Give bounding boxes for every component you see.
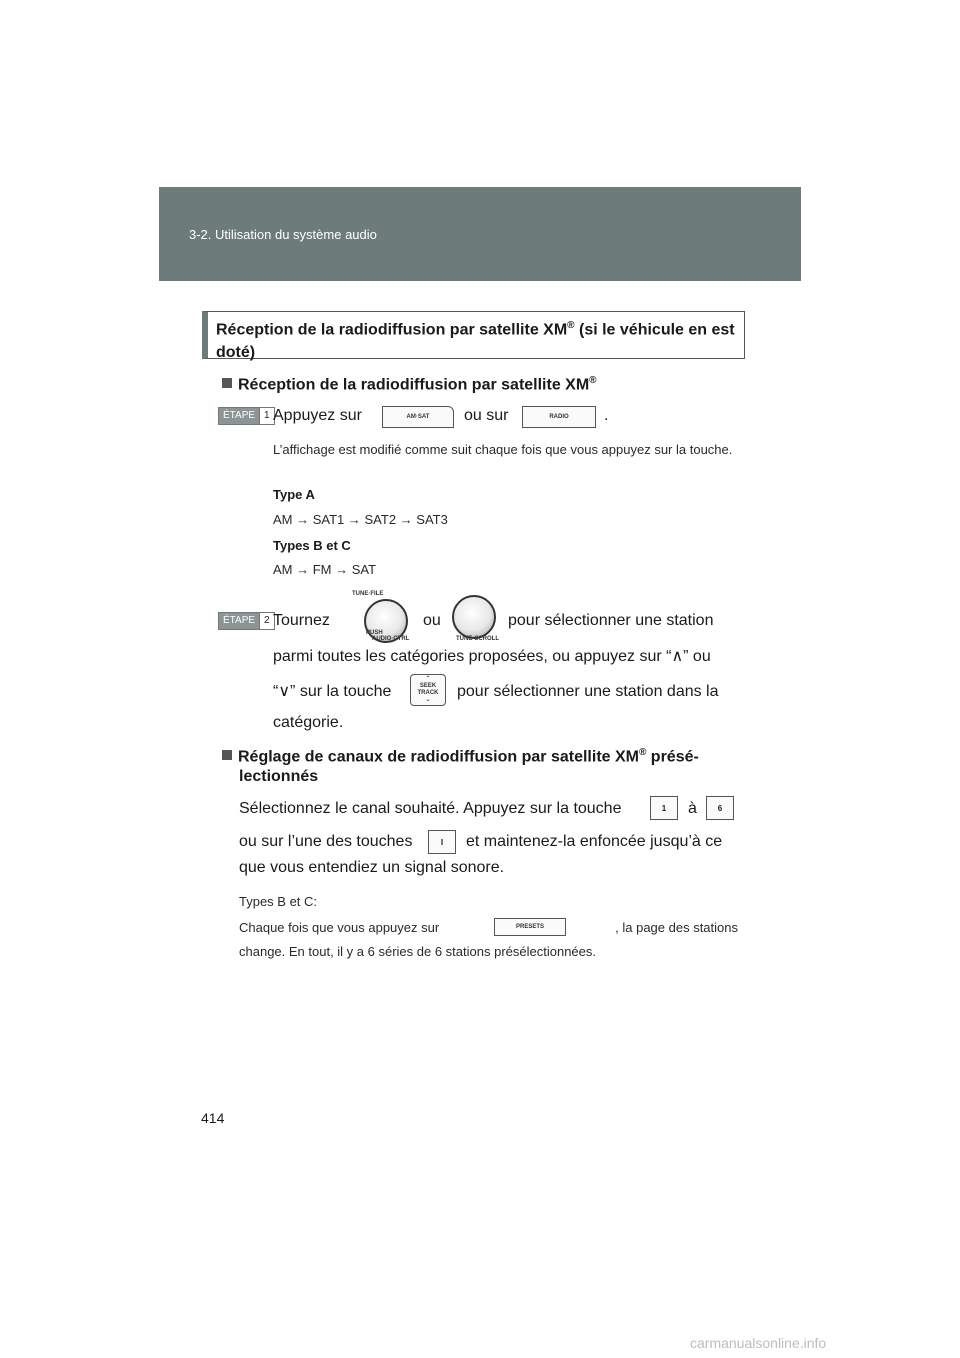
step2-line3b: pour sélectionner une station dans la bbox=[457, 683, 719, 700]
preset-bar-button-image: I bbox=[428, 830, 456, 854]
step1-note: L’affichage est modifié comme suit chaque fois que vous appuyez sur la touche. bbox=[273, 442, 733, 457]
knob1-bottom-label: AUDIO·CTRL bbox=[372, 636, 410, 642]
step1-period: . bbox=[604, 407, 609, 424]
preset-types-bc: Types B et C: bbox=[239, 894, 318, 909]
section-title-box bbox=[202, 311, 745, 362]
preset-line2a: ou sur l’une des touches bbox=[239, 833, 413, 850]
am-sat-button-image: AM·SAT bbox=[382, 406, 454, 428]
knob1-top-label: TUNE·FILE bbox=[352, 591, 384, 597]
knob2-bottom-label: TUNE·SCROLL bbox=[456, 636, 499, 642]
step2-line3a: “∨” sur la touche bbox=[273, 683, 392, 700]
chevron-up-icon: ⌃ bbox=[425, 676, 431, 682]
section-title: Réception de la radiodiffusion par satellite XM® (si le véhicule en est doté) bbox=[216, 320, 735, 362]
chevron-down-icon: ⌄ bbox=[425, 697, 431, 703]
tune-scroll-knob-icon bbox=[452, 595, 496, 639]
step1-appuyez: Appuyez sur bbox=[273, 407, 362, 424]
step2-ou: ou bbox=[423, 612, 441, 629]
step2-line2: parmi toutes les catégories proposées, ou appuyez sur “∧” ou bbox=[273, 648, 711, 665]
step2-tournez: Tournez bbox=[273, 612, 330, 629]
knob1-push-label: PUSH bbox=[366, 630, 383, 636]
preset-note-b: , la page des stations bbox=[615, 920, 738, 935]
preset-line1a: Sélectionnez le canal souhaité. Appuyez sur la touche bbox=[239, 800, 622, 817]
step2-badge: ÉTAPE 2 bbox=[218, 612, 275, 630]
preset-1-button-image: 1 bbox=[650, 796, 678, 820]
step2-line4: catégorie. bbox=[273, 714, 344, 731]
subheading-presets: Réglage de canaux de radiodiffusion par satellite XM® présé- bbox=[222, 741, 738, 769]
subheading-reception: Réception de la radiodiffusion par satellite XM® bbox=[222, 369, 597, 397]
seek-track-button-image: ⌃ SEEK TRACK ⌄ bbox=[410, 674, 446, 706]
breadcrumb: 3-2. Utilisation du système audio bbox=[189, 227, 377, 242]
square-bullet-icon bbox=[222, 750, 232, 760]
step1-ou-sur: ou sur bbox=[464, 407, 509, 424]
type-bc-sequence: AM → FM → SAT bbox=[273, 562, 377, 577]
step1-badge: ÉTAPE 1 bbox=[218, 407, 275, 425]
preset-note-c: change. En tout, il y a 6 séries de 6 stations présélectionnées. bbox=[239, 944, 596, 959]
header-band bbox=[159, 187, 801, 281]
step2-after-knobs: pour sélectionner une station bbox=[508, 612, 714, 629]
page-number: 414 bbox=[201, 1110, 225, 1126]
preset-note-a: Chaque fois que vous appuyez sur bbox=[239, 920, 440, 935]
preset-line2b: et maintenez-la enfoncée jusqu’à ce bbox=[466, 833, 723, 850]
preset-line3: que vous entendiez un signal sonore. bbox=[239, 859, 505, 876]
presets-button-image: PRESETS bbox=[494, 918, 566, 936]
watermark: carmanualsonline.info bbox=[690, 1335, 827, 1351]
preset-line1b: à bbox=[688, 800, 697, 817]
type-bc-label: Types B et C bbox=[273, 538, 351, 553]
subheading-presets-cont: lectionnés bbox=[239, 768, 319, 785]
radio-button-image: RADIO bbox=[522, 406, 596, 428]
type-a-sequence: AM → SAT1 → SAT2 → SAT3 bbox=[273, 512, 448, 527]
square-bullet-icon bbox=[222, 378, 232, 388]
type-a-label: Type A bbox=[273, 487, 315, 502]
preset-6-button-image: 6 bbox=[706, 796, 734, 820]
